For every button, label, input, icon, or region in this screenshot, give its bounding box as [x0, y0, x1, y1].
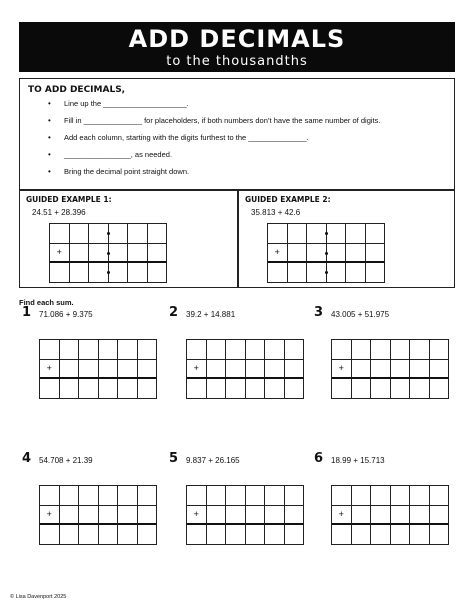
plus-sign-cell[interactable]: + — [50, 244, 70, 264]
answer-cell[interactable] — [246, 506, 266, 526]
answer-cell[interactable] — [118, 525, 138, 545]
rules-title: TO ADD DECIMALS, — [28, 85, 126, 95]
answer-cell[interactable] — [207, 340, 227, 360]
answer-cell[interactable] — [391, 486, 411, 506]
answer-cell[interactable] — [366, 263, 386, 283]
answer-cell[interactable] — [391, 525, 411, 545]
plus-sign-cell[interactable]: + — [187, 360, 207, 380]
answer-cell[interactable] — [99, 486, 119, 506]
answer-cell[interactable] — [207, 525, 227, 545]
answer-cell[interactable] — [307, 244, 327, 264]
answer-cell[interactable] — [99, 525, 119, 545]
answer-cell[interactable] — [352, 486, 372, 506]
answer-cell[interactable] — [60, 506, 80, 526]
answer-cell[interactable] — [268, 224, 288, 244]
problem-expression: 54.708 + 21.39 — [39, 456, 93, 465]
answer-cell[interactable] — [391, 340, 411, 360]
answer-cell[interactable] — [288, 224, 308, 244]
answer-cell[interactable] — [128, 244, 148, 264]
answer-cell[interactable] — [410, 486, 430, 506]
problem-number: 5 — [169, 451, 179, 466]
answer-cell[interactable] — [285, 340, 305, 360]
answer-cell[interactable] — [138, 525, 158, 545]
answer-cell[interactable] — [187, 379, 207, 399]
answer-cell[interactable] — [148, 263, 168, 283]
answer-cell[interactable] — [327, 224, 347, 244]
answer-grid — [186, 485, 304, 545]
answer-cell[interactable] — [79, 525, 99, 545]
answer-cell[interactable] — [60, 486, 80, 506]
find-each-sum-label: Find each sum. — [19, 298, 74, 307]
problem-number: 6 — [314, 451, 324, 466]
answer-cell[interactable] — [352, 360, 372, 380]
answer-cell[interactable] — [246, 340, 266, 360]
answer-cell[interactable] — [226, 340, 246, 360]
answer-cell[interactable] — [246, 486, 266, 506]
answer-cell[interactable] — [410, 340, 430, 360]
problem-number: 1 — [22, 305, 32, 320]
answer-cell[interactable] — [332, 486, 352, 506]
answer-cell[interactable] — [285, 360, 305, 380]
answer-cell[interactable] — [138, 340, 158, 360]
answer-cell[interactable] — [79, 379, 99, 399]
rule-item: • Add each column, starting with the digits furthest to the ______________. — [48, 133, 380, 150]
guided-example-grid — [267, 223, 385, 283]
plus-sign-cell[interactable]: + — [268, 244, 288, 264]
answer-cell[interactable] — [430, 486, 450, 506]
answer-cell[interactable] — [268, 263, 288, 283]
answer-cell[interactable] — [265, 379, 285, 399]
answer-cell[interactable] — [79, 340, 99, 360]
answer-cell[interactable] — [352, 506, 372, 526]
answer-cell[interactable] — [99, 360, 119, 380]
answer-cell[interactable] — [70, 224, 90, 244]
answer-cell[interactable] — [265, 340, 285, 360]
answer-cell[interactable] — [285, 486, 305, 506]
answer-cell[interactable] — [346, 263, 366, 283]
answer-cell[interactable] — [207, 379, 227, 399]
answer-cell[interactable] — [346, 224, 366, 244]
answer-cell[interactable] — [99, 506, 119, 526]
answer-cell[interactable] — [327, 263, 347, 283]
answer-cell[interactable] — [352, 379, 372, 399]
answer-cell[interactable] — [332, 340, 352, 360]
answer-cell[interactable] — [391, 360, 411, 380]
answer-cell[interactable] — [40, 340, 60, 360]
answer-cell[interactable] — [79, 486, 99, 506]
answer-cell[interactable] — [332, 525, 352, 545]
answer-cell[interactable] — [371, 360, 391, 380]
answer-cell[interactable] — [430, 360, 450, 380]
answer-cell[interactable] — [60, 340, 80, 360]
answer-cell[interactable] — [89, 244, 109, 264]
problem-expression: 43.005 + 51.975 — [331, 310, 390, 319]
decimal-point-dot — [107, 252, 110, 255]
answer-cell[interactable] — [346, 244, 366, 264]
answer-cell[interactable] — [60, 360, 80, 380]
answer-cell[interactable] — [60, 525, 80, 545]
answer-cell[interactable] — [89, 224, 109, 244]
answer-cell[interactable] — [118, 486, 138, 506]
problem-expression: 18.99 + 15.713 — [331, 456, 385, 465]
answer-cell[interactable] — [60, 379, 80, 399]
problem-number: 4 — [22, 451, 32, 466]
answer-cell[interactable] — [226, 360, 246, 380]
guided-example-problem: 35.813 + 42.6 — [251, 208, 301, 217]
answer-cell[interactable] — [187, 525, 207, 545]
answer-cell[interactable] — [391, 379, 411, 399]
answer-cell[interactable] — [99, 340, 119, 360]
answer-cell[interactable] — [138, 360, 158, 380]
answer-cell[interactable] — [109, 263, 129, 283]
answer-cell[interactable] — [246, 525, 266, 545]
answer-cell[interactable] — [148, 224, 168, 244]
answer-cell[interactable] — [366, 244, 386, 264]
answer-grid — [186, 339, 304, 399]
answer-cell[interactable] — [148, 244, 168, 264]
rule-item: • ________________, as needed. — [48, 150, 380, 167]
copyright-text: © Lisa Davenport 2025 — [10, 594, 67, 600]
rule-item: • Bring the decimal point straight down. — [48, 167, 380, 184]
answer-cell[interactable] — [109, 244, 129, 264]
answer-cell[interactable] — [40, 525, 60, 545]
problem-number: 3 — [314, 305, 324, 320]
decimal-point-dot — [325, 252, 328, 255]
answer-cell[interactable] — [371, 340, 391, 360]
plus-sign-cell[interactable]: + — [187, 506, 207, 526]
answer-cell[interactable] — [352, 340, 372, 360]
answer-cell[interactable] — [226, 379, 246, 399]
rule-item: • Line up the ____________________. — [48, 99, 380, 116]
answer-cell[interactable] — [40, 379, 60, 399]
rules-box — [19, 78, 455, 190]
worksheet-subtitle: to the thousandths — [166, 54, 308, 69]
problem-expression: 39.2 + 14.881 — [186, 310, 236, 319]
answer-cell[interactable] — [226, 525, 246, 545]
guided-example-1 — [19, 190, 238, 288]
answer-cell[interactable] — [371, 379, 391, 399]
plus-sign-cell[interactable]: + — [332, 506, 352, 526]
problem-number: 2 — [169, 305, 179, 320]
answer-cell[interactable] — [128, 263, 148, 283]
answer-cell[interactable] — [410, 506, 430, 526]
answer-cell[interactable] — [410, 525, 430, 545]
answer-cell[interactable] — [285, 379, 305, 399]
answer-cell[interactable] — [430, 506, 450, 526]
answer-cell[interactable] — [288, 263, 308, 283]
guided-example-2 — [238, 190, 455, 288]
answer-cell[interactable] — [207, 506, 227, 526]
answer-cell[interactable] — [410, 360, 430, 380]
answer-cell[interactable] — [391, 506, 411, 526]
answer-cell[interactable] — [207, 360, 227, 380]
answer-cell[interactable] — [226, 506, 246, 526]
worksheet-header — [19, 22, 455, 72]
answer-cell[interactable] — [118, 340, 138, 360]
answer-cell[interactable] — [50, 263, 70, 283]
answer-cell[interactable] — [332, 379, 352, 399]
answer-cell[interactable] — [265, 360, 285, 380]
answer-cell[interactable] — [265, 525, 285, 545]
answer-cell[interactable] — [371, 506, 391, 526]
answer-cell[interactable] — [79, 506, 99, 526]
answer-cell[interactable] — [265, 506, 285, 526]
answer-cell[interactable] — [265, 486, 285, 506]
plus-sign-cell[interactable]: + — [332, 360, 352, 380]
plus-sign-cell[interactable]: + — [40, 506, 60, 526]
answer-cell[interactable] — [138, 486, 158, 506]
guided-example-grid — [49, 223, 167, 283]
answer-cell[interactable] — [89, 263, 109, 283]
answer-cell[interactable] — [352, 525, 372, 545]
answer-cell[interactable] — [285, 525, 305, 545]
answer-cell[interactable] — [410, 379, 430, 399]
answer-cell[interactable] — [138, 506, 158, 526]
guided-example-problem: 24.51 + 28.396 — [32, 208, 86, 217]
answer-cell[interactable] — [118, 379, 138, 399]
answer-cell[interactable] — [70, 244, 90, 264]
answer-cell[interactable] — [109, 224, 129, 244]
answer-cell[interactable] — [207, 486, 227, 506]
answer-cell[interactable] — [70, 263, 90, 283]
answer-cell[interactable] — [40, 486, 60, 506]
guided-example-title: GUIDED EXAMPLE 1: — [26, 195, 112, 204]
answer-cell[interactable] — [371, 486, 391, 506]
answer-cell[interactable] — [118, 360, 138, 380]
worksheet-title: ADD DECIMALS — [128, 25, 346, 53]
answer-cell[interactable] — [187, 486, 207, 506]
answer-grid — [331, 485, 449, 545]
answer-cell[interactable] — [246, 360, 266, 380]
answer-cell[interactable] — [430, 340, 450, 360]
answer-cell[interactable] — [128, 224, 148, 244]
answer-cell[interactable] — [371, 525, 391, 545]
answer-cell[interactable] — [327, 244, 347, 264]
rules-list — [48, 99, 380, 184]
answer-cell[interactable] — [118, 506, 138, 526]
problem-expression: 71.086 + 9.375 — [39, 310, 93, 319]
answer-cell[interactable] — [79, 360, 99, 380]
answer-cell[interactable] — [99, 379, 119, 399]
answer-cell[interactable] — [285, 506, 305, 526]
guided-example-title: GUIDED EXAMPLE 2: — [245, 195, 331, 204]
answer-cell[interactable] — [366, 224, 386, 244]
answer-cell[interactable] — [187, 340, 207, 360]
answer-grid — [39, 485, 157, 545]
answer-cell[interactable] — [307, 263, 327, 283]
answer-cell[interactable] — [138, 379, 158, 399]
plus-sign-cell[interactable]: + — [40, 360, 60, 380]
answer-cell[interactable] — [430, 379, 450, 399]
answer-grid — [39, 339, 157, 399]
problem-expression: 9.837 + 26.165 — [186, 456, 240, 465]
rule-item: • Fill in ______________ for placeholders, if both numbers don’t have the same number of digits. — [48, 116, 380, 133]
answer-cell[interactable] — [226, 486, 246, 506]
answer-cell[interactable] — [50, 224, 70, 244]
answer-grid — [331, 339, 449, 399]
answer-cell[interactable] — [288, 244, 308, 264]
answer-cell[interactable] — [246, 379, 266, 399]
answer-cell[interactable] — [307, 224, 327, 244]
answer-cell[interactable] — [430, 525, 450, 545]
